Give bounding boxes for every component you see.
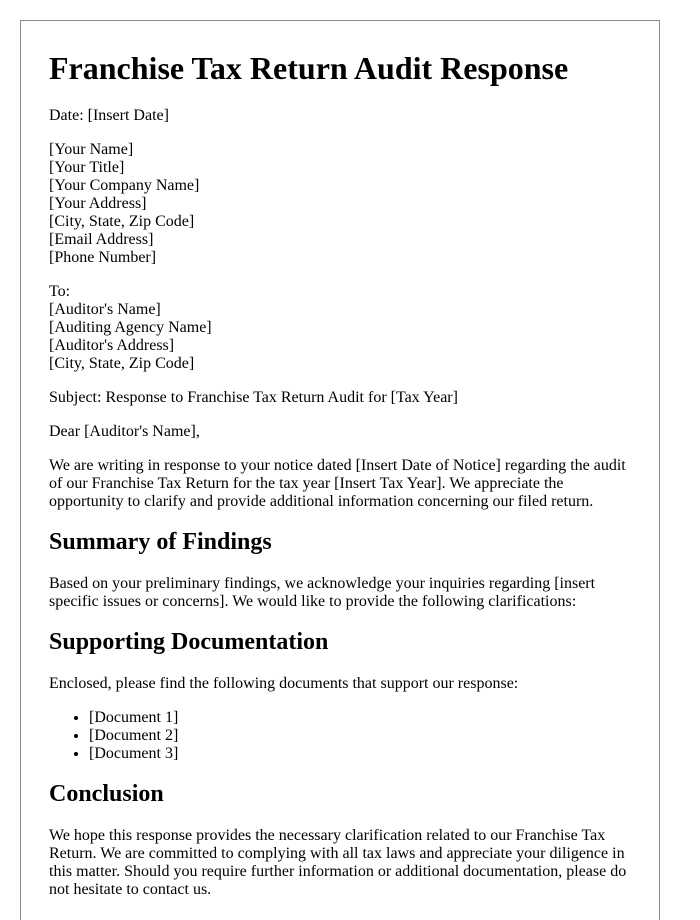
findings-heading: Summary of Findings bbox=[49, 529, 272, 555]
documents-list bbox=[49, 709, 631, 763]
recipient-address: [Auditor's Address] bbox=[49, 337, 175, 354]
sender-address: [Your Address] bbox=[49, 195, 147, 212]
list-item: • [Document 3] bbox=[89, 745, 631, 763]
intro-paragraph: We are writing in response to your notice dated [Insert Date of Notice] regarding the audit of our Franchise Tax Return for the tax year [Insert Tax Year]. We appreciate the opportunity to clarify and provide additional information concerning our filed return. bbox=[49, 457, 626, 510]
recipient-agency: [Auditing Agency Name] bbox=[49, 319, 212, 336]
sender-company: [Your Company Name] bbox=[49, 177, 200, 194]
sender-name: [Your Name] bbox=[49, 141, 134, 158]
recipient-city-state-zip: [City, State, Zip Code] bbox=[49, 355, 195, 372]
letter-page bbox=[20, 20, 660, 920]
sender-phone: [Phone Number] bbox=[49, 249, 157, 266]
documentation-heading: Supporting Documentation bbox=[49, 629, 329, 655]
findings-paragraph: Based on your preliminary findings, we acknowledge your inquiries regarding [insert specific issues or concerns]. We would like to provide the following clarifications: bbox=[49, 575, 596, 610]
subject-line: Subject: Response to Franchise Tax Return Audit for [Tax Year] bbox=[49, 389, 458, 406]
list-item: • [Document 1] bbox=[89, 709, 631, 727]
recipient-block bbox=[49, 283, 631, 373]
sender-block bbox=[49, 141, 631, 267]
date-line: Date: [Insert Date] bbox=[49, 107, 169, 124]
documentation-paragraph: Enclosed, please find the following documents that support our response: bbox=[49, 675, 519, 692]
recipient-name: [Auditor's Name] bbox=[49, 301, 161, 318]
list-item: • [Document 2] bbox=[89, 727, 631, 745]
sender-title: [Your Title] bbox=[49, 159, 125, 176]
sender-city-state-zip: [City, State, Zip Code] bbox=[49, 213, 195, 230]
conclusion-heading: Conclusion bbox=[49, 781, 164, 807]
conclusion-paragraph: We hope this response provides the necessary clarification related to our Franchise Tax Return. We are committed to complying with all tax laws and appreciate your diligence in this matter. Should you require further information or additional documentation, please do not hesitate to contact us. bbox=[49, 827, 627, 898]
recipient-to-label: To: bbox=[49, 283, 71, 300]
sender-email: [Email Address] bbox=[49, 231, 154, 248]
salutation: Dear [Auditor's Name], bbox=[49, 423, 200, 440]
document-title: Franchise Tax Return Audit Response bbox=[49, 50, 569, 86]
